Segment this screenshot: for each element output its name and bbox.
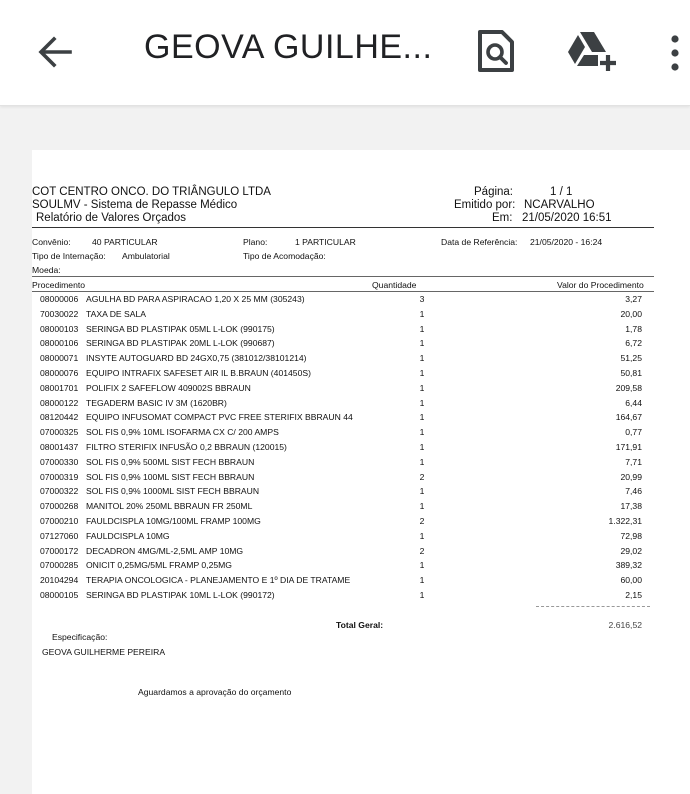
table-row: [32, 546, 690, 561]
procedure-value: 6,72: [625, 338, 642, 349]
table-row: [32, 516, 690, 531]
procedure-description: FILTRO STERIFIX INFUSÃO 0,2 BBRAUN (120015): [86, 442, 287, 452]
procedure-quantity: 1: [419, 486, 425, 497]
procedure-code: 08120442: [40, 412, 79, 423]
procedure-quantity: 2: [419, 471, 425, 482]
procedure-description: SOL FIS 0,9% 1000ML SIST FECH BBRAUN: [86, 486, 260, 497]
table-row: [32, 383, 690, 398]
procedure-description: SERINGA BD PLASTIPAK 20ML L-LOK (990687): [86, 338, 275, 349]
procedure-quantity: 1: [419, 427, 425, 438]
table-row: [32, 486, 690, 501]
procedure-value: 72,98: [620, 530, 642, 541]
procedure-description: SERINGA BD PLASTIPAK 10ML L-LOK (990172): [86, 590, 275, 600]
procedure-value: 6,44: [625, 397, 642, 408]
plano-value: 1 PARTICULAR: [295, 237, 356, 247]
procedure-value: 164,67: [615, 412, 642, 423]
procedure-value: 2,15: [625, 590, 642, 600]
table-row: [32, 501, 690, 516]
procedure-description: INSYTE AUTOGUARD BD 24GX0,75 (381012/38101214): [86, 353, 307, 364]
procedure-description: FAULDCISPLA 10MG/100ML FRAMP 100MG: [86, 516, 261, 526]
procedure-quantity: 2: [419, 516, 425, 526]
procedure-value: 389,32: [615, 560, 642, 571]
procedure-value: 50,81: [620, 368, 642, 378]
procedure-description: EQUIPO INTRAFIX SAFESET AIR IL B.BRAUN (401450S): [86, 368, 311, 378]
app-bar: [0, 0, 690, 106]
procedure-quantity: 1: [419, 323, 425, 334]
procedure-quantity: 1: [419, 590, 425, 600]
emitido-label: Emitido por:: [454, 199, 516, 211]
procedure-code: 07000330: [40, 456, 79, 467]
table-row: [32, 575, 690, 590]
procedure-quantity: 1: [419, 560, 425, 571]
plano-label: Plano:: [243, 237, 268, 247]
table-row: [32, 442, 690, 457]
procedure-description: DECADRON 4MG/ML-2,5ML AMP 10MG: [86, 545, 244, 556]
pagina-value: 1 / 1: [550, 186, 573, 198]
procedure-description: EQUIPO INFUSOMAT COMPACT PVC FREE STERIFIX BBRAUN 44: [86, 412, 353, 423]
col-quantidade: Quantidade: [372, 280, 417, 290]
procedure-code: 07000210: [40, 516, 79, 526]
find-in-page-icon[interactable]: [476, 30, 516, 72]
table-row: [32, 353, 690, 368]
procedure-quantity: 1: [419, 397, 425, 408]
procedure-code: 07000285: [40, 560, 79, 571]
procedure-description: AGULHA BD PARA ASPIRACAO 1,20 X 25 MM (305243): [86, 294, 305, 304]
table-row: [32, 294, 690, 309]
procedure-quantity: 1: [419, 382, 425, 393]
procedure-value: 7,46: [625, 486, 642, 497]
system-name: SOULMV - Sistema de Repasse Médico: [32, 199, 238, 211]
em-value: 21/05/2020 16:51: [522, 212, 612, 224]
procedure-quantity: 1: [419, 456, 425, 467]
procedure-quantity: 2: [419, 545, 425, 556]
procedure-description: TAXA DE SALA: [86, 308, 147, 319]
procedure-quantity: 1: [419, 501, 425, 512]
table-row: [32, 427, 690, 442]
procedure-description: TEGADERM BASIC IV 3M (1620BR): [86, 397, 227, 408]
col-procedimento: Procedimento: [32, 280, 86, 290]
procedure-quantity: 1: [419, 412, 425, 423]
total-label: Total Geral:: [336, 620, 384, 630]
procedure-description: SOL FIS 0,9% 500ML SIST FECH BBRAUN: [86, 456, 255, 467]
document-title: GEOVA GUILHE...: [144, 28, 433, 66]
procedure-value: 171,91: [615, 442, 642, 452]
procedure-code: 08000106: [40, 338, 79, 349]
table-row: [32, 560, 690, 575]
procedure-value: 20,00: [620, 308, 642, 319]
pagina-label: Página:: [474, 186, 514, 198]
em-label: Em:: [492, 212, 513, 224]
procedure-quantity: 1: [419, 530, 425, 541]
procedure-description: FAULDCISPLA 10MG: [86, 530, 170, 541]
convenio-value: 40 PARTICULAR: [92, 237, 158, 247]
procedure-description: POLIFIX 2 SAFEFLOW 409002S BBRAUN: [86, 382, 251, 393]
tipo-acomodacao-label: Tipo de Acomodação:: [243, 251, 326, 261]
procedure-code: 07000322: [40, 486, 79, 497]
columns-bottom-divider: [32, 291, 654, 292]
procedure-value: 7,71: [625, 456, 642, 467]
total-value: 2.616,52: [608, 620, 642, 630]
table-row: [32, 412, 690, 427]
procedure-code: 07000172: [40, 545, 79, 556]
arrow-back-icon[interactable]: [34, 32, 74, 72]
procedure-code: 07000325: [40, 427, 79, 438]
convenio-label: Convênio:: [32, 237, 71, 247]
add-to-drive-icon[interactable]: [566, 28, 618, 72]
procedure-value: 1.322,31: [608, 516, 642, 526]
columns-top-divider: [32, 276, 654, 277]
procedure-code: 08001701: [40, 382, 79, 393]
table-row: [32, 309, 690, 324]
procedure-code: 08000122: [40, 397, 79, 408]
procedure-code: 20104294: [40, 575, 79, 586]
procedure-code: 07000319: [40, 471, 79, 482]
procedure-quantity: 1: [419, 308, 425, 319]
procedure-code: 08000006: [40, 294, 79, 304]
procedure-code: 08000076: [40, 368, 79, 378]
patient-name: GEOVA GUILHERME PEREIRA: [42, 647, 166, 657]
procedure-value: 51,25: [620, 353, 642, 364]
procedure-value: 0,77: [625, 427, 642, 438]
tipo-internacao-value: Ambulatorial: [122, 251, 170, 261]
table-row: [32, 590, 690, 605]
procedure-code: 08000071: [40, 353, 79, 364]
procedure-quantity: 1: [419, 442, 425, 452]
procedure-quantity: 3: [419, 294, 425, 304]
header-divider: [32, 227, 654, 228]
procedure-quantity: 1: [419, 368, 425, 378]
especificacao-label: Especificação:: [52, 632, 108, 642]
document-page: [32, 150, 690, 794]
procedure-description: ONICIT 0,25MG/5ML FRAMP 0,25MG: [86, 560, 232, 571]
total-divider: [536, 606, 650, 610]
procedure-code: 07127060: [40, 530, 79, 541]
table-row: [32, 338, 690, 353]
tipo-internacao-label: Tipo de Internação:: [32, 251, 106, 261]
procedure-value: 3,27: [625, 294, 642, 304]
table-row: [32, 324, 690, 339]
procedure-code: 08000103: [40, 323, 79, 334]
procedure-description: TERAPIA ONCOLOGICA - PLANEJAMENTO E 1º DIA DE TRATAME: [86, 575, 351, 586]
table-row: [32, 531, 690, 546]
procedure-quantity: 1: [419, 575, 425, 586]
procedure-value: 1,78: [625, 323, 642, 334]
procedure-code: 08001437: [40, 442, 79, 452]
data-referencia-value: 21/05/2020 - 16:24: [530, 237, 603, 247]
procedure-code: 70030022: [40, 308, 79, 319]
moeda-label: Moeda:: [32, 265, 61, 275]
table-row: [32, 398, 690, 413]
procedure-quantity: 1: [419, 338, 425, 349]
procedure-value: 209,58: [615, 382, 642, 393]
procedure-description: MANITOL 20% 250ML BBRAUN FR 250ML: [86, 501, 253, 512]
report: [32, 150, 690, 794]
procedure-description: SOL FIS 0,9% 100ML SIST FECH BBRAUN: [86, 471, 255, 482]
procedure-code: 08000105: [40, 590, 79, 600]
procedure-code: 07000268: [40, 501, 79, 512]
emitido-value: NCARVALHO: [524, 199, 595, 211]
data-referencia-label: Data de Referência:: [441, 237, 518, 247]
report-title: Relatório de Valores Orçados: [36, 212, 186, 224]
company-name: COT CENTRO ONCO. DO TRIÂNGULO LTDA: [32, 186, 271, 198]
more-vert-icon[interactable]: [668, 34, 682, 74]
col-valor: Valor do Procedimento: [557, 280, 644, 290]
table-row: [32, 472, 690, 487]
procedure-value: 29,02: [620, 545, 642, 556]
procedure-value: 60,00: [620, 575, 642, 586]
procedure-value: 17,38: [620, 501, 642, 512]
table-row: [32, 457, 690, 472]
procedure-value: 20,99: [620, 471, 642, 482]
procedure-description: SOL FIS 0,9% 10ML ISOFARMA CX C/ 200 AMPS: [86, 427, 279, 438]
procedure-quantity: 1: [419, 353, 425, 364]
procedure-description: SERINGA BD PLASTIPAK 05ML L-LOK (990175): [86, 323, 275, 334]
footer-note: Aguardamos a aprovação do orçamento: [138, 687, 292, 697]
table-row: [32, 368, 690, 383]
